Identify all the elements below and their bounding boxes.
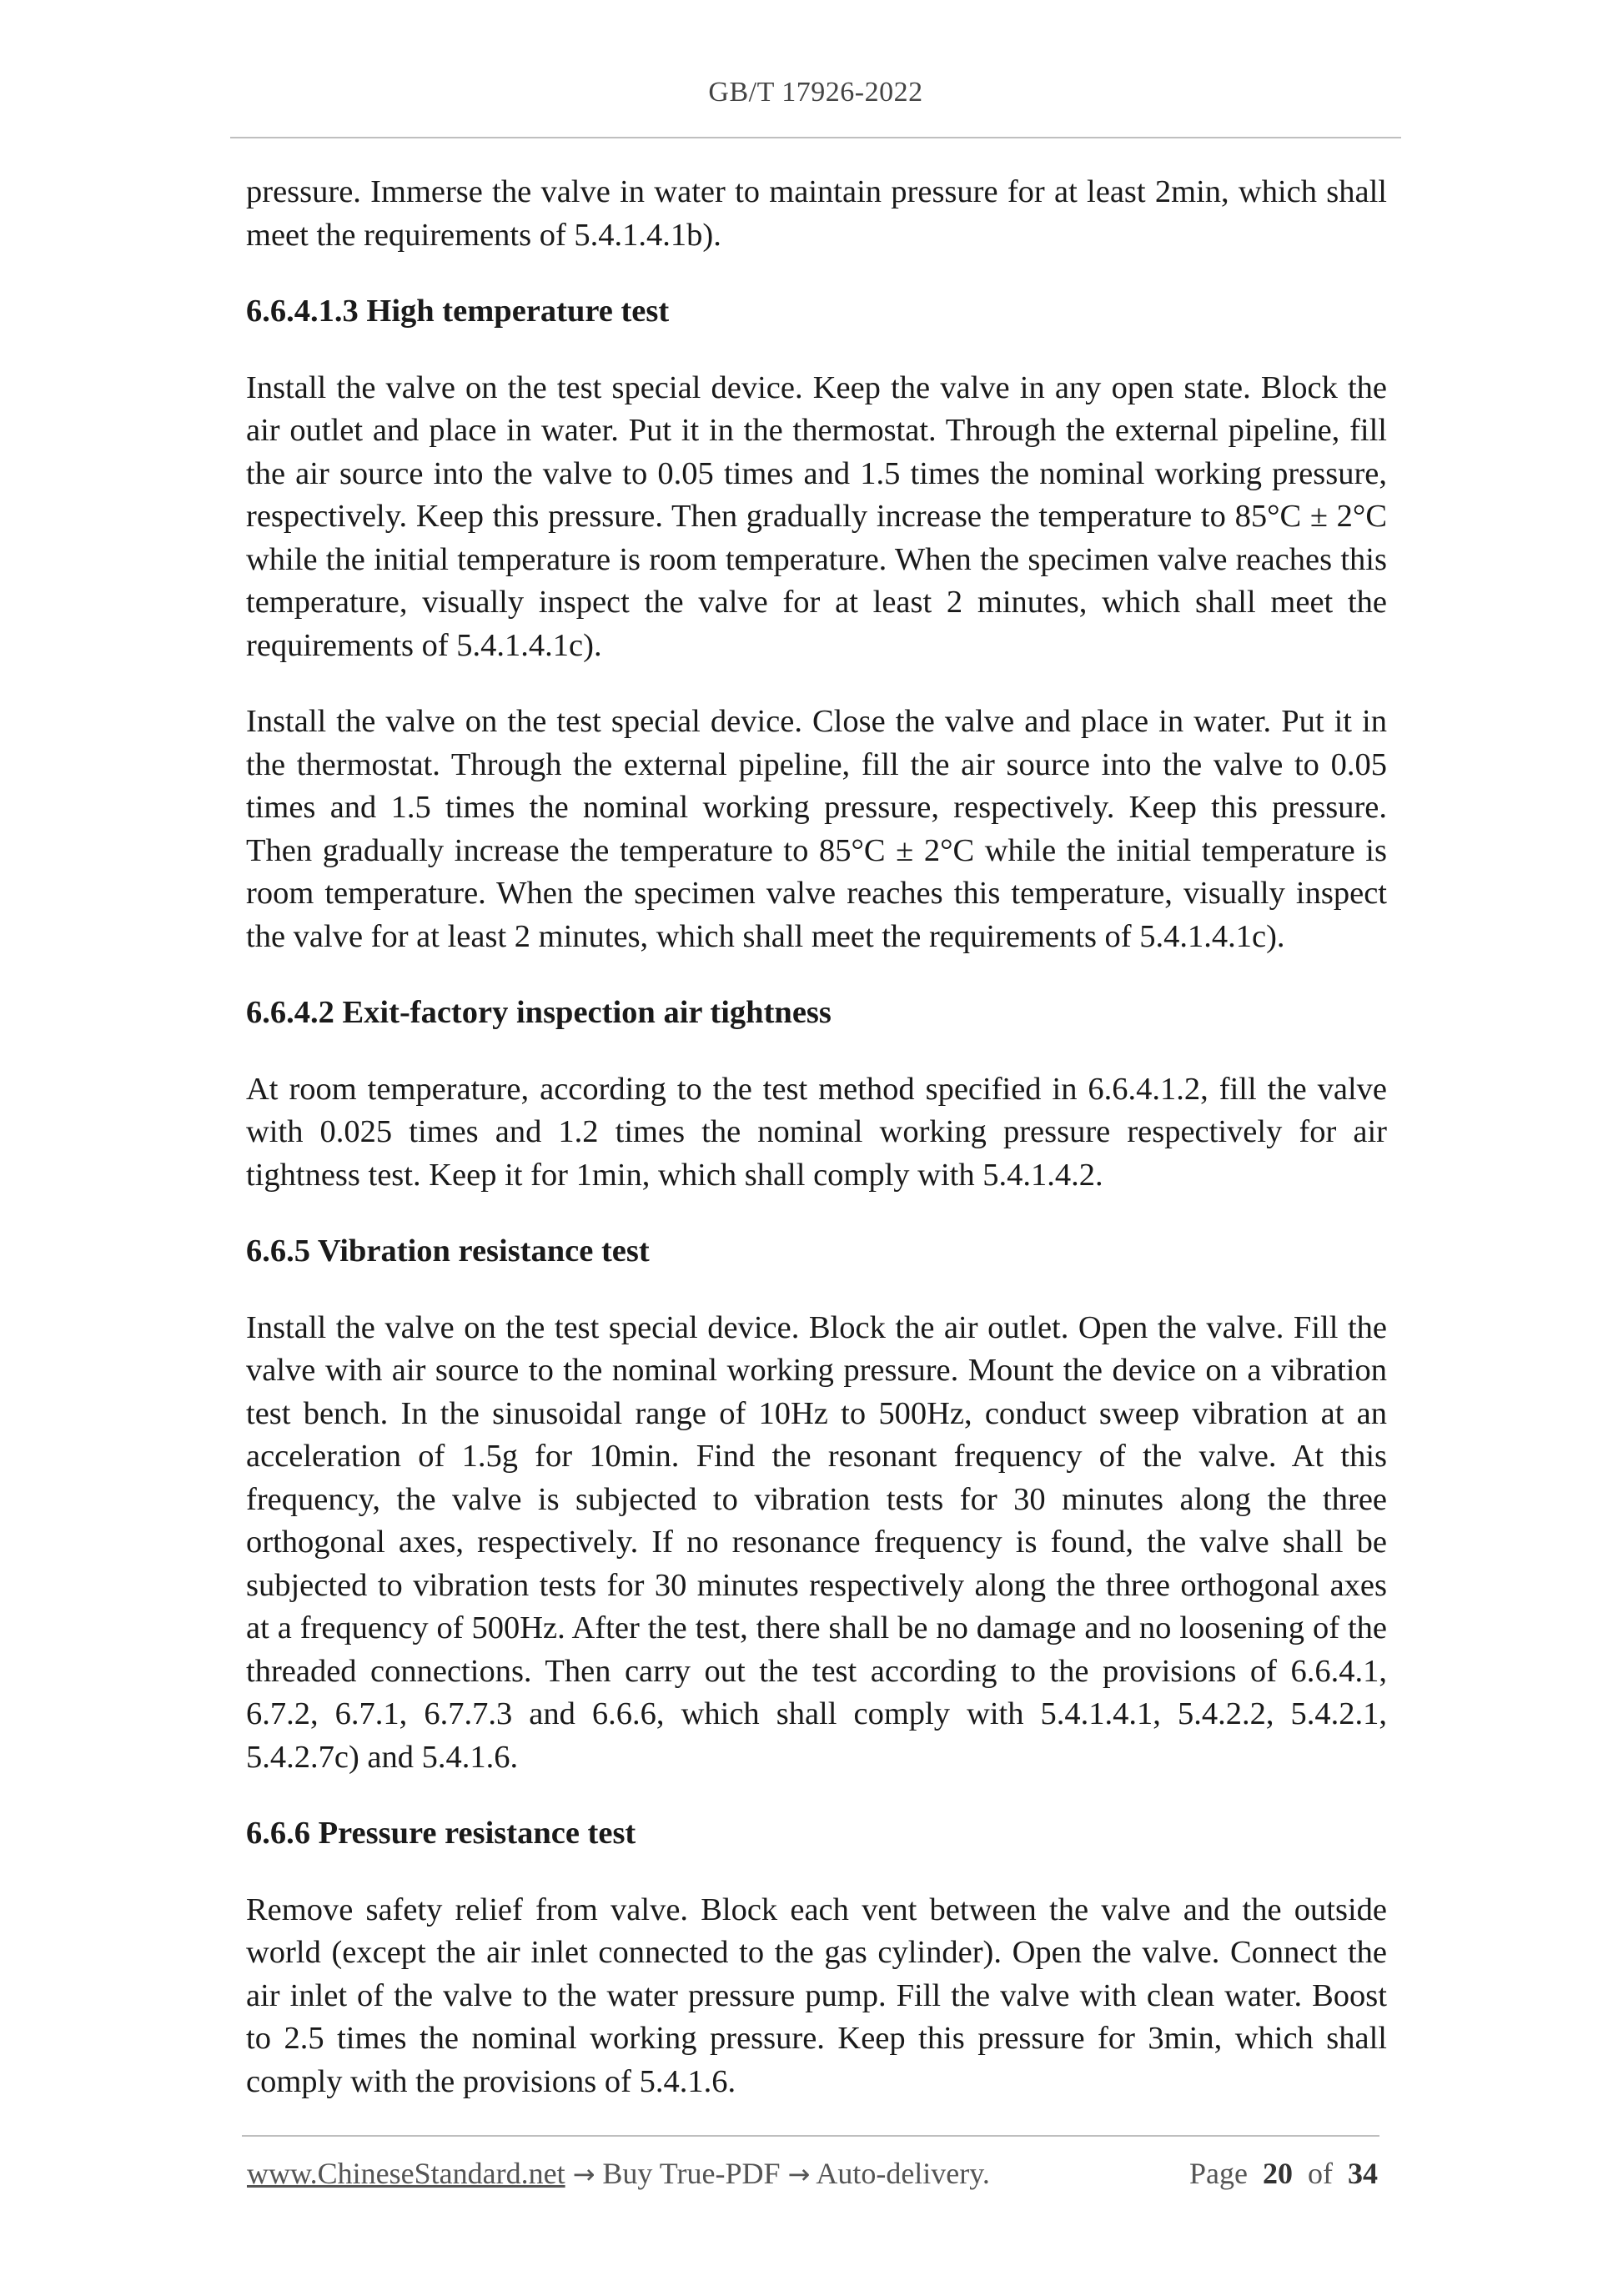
- right-arrow-icon: →: [572, 2158, 595, 2190]
- footer-divider: [242, 2135, 1379, 2137]
- document-id-header: GB/T 17926-2022: [708, 77, 923, 108]
- paragraph-pressure-resistance: Remove safety relief from valve. Block each vent between the valve and the outside world (except the air inlet connected to the gas cylinder). Open the valve. Connect the air inlet of the valve to the water pressure pump. Fill the valve with clean water. Boost to 2.5 times the nominal working pressure. Keep this pressure for 3min, which shall comply with the provisions of 5.4.1.6.: [246, 1892, 1387, 2099]
- paragraph-high-temp-closed-state: Install the valve on the test special device. Close the valve and place in water. Put it in the thermostat. Through the external pipeline, fill the air source into the valve to 0.05 times and 1.5 times the nominal working pressure, respectively. Keep this pressure. Then gradually increase the temperature to 85°C ± 2°C while the initial temperature is room temperature. When the specimen valve reaches this temperature, visually inspect the valve for at least 2 minutes, which shall meet the requirements of 5.4.1.4.1c).: [246, 704, 1387, 954]
- of-label: of: [1308, 2157, 1333, 2190]
- page-label: Page: [1189, 2157, 1248, 2190]
- buy-true-pdf-text: Buy True-PDF: [602, 2157, 781, 2190]
- auto-delivery-text: Auto-delivery.: [816, 2157, 990, 2190]
- paragraph-air-tightness: At room temperature, according to the test method specified in 6.6.4.1.2, fill the valve with 0.025 times and 1.2 times the nominal working pressure respectively for air tightness test. Keep it for 1min, which shall comply with 5.4.1.4.2.: [246, 1071, 1387, 1193]
- paragraph-immersion-continuation: pressure. Immerse the valve in water to maintain pressure for at least 2min, which shall meet the requirements of 5.4.1.4.1b).: [246, 174, 1387, 253]
- header-divider: [230, 137, 1401, 138]
- site-link[interactable]: www.ChineseStandard.net: [247, 2157, 565, 2190]
- document-body: [246, 171, 1387, 2137]
- current-page-number: 20: [1263, 2157, 1293, 2190]
- section-heading-pressure-resistance-test: 6.6.6 Pressure resistance test: [246, 1816, 636, 1851]
- page-indicator: [1189, 2156, 1378, 2191]
- total-pages-number: 34: [1348, 2157, 1378, 2190]
- section-heading-vibration-resistance-test: 6.6.5 Vibration resistance test: [246, 1233, 650, 1269]
- right-arrow-icon: →: [787, 2158, 811, 2190]
- footer-promo: [247, 2156, 990, 2191]
- section-heading-high-temperature-test: 6.6.4.1.3 High temperature test: [246, 294, 670, 329]
- section-heading-exit-factory-air-tightness: 6.6.4.2 Exit-factory inspection air tightness: [246, 995, 832, 1030]
- paragraph-high-temp-open-state: Install the valve on the test special device. Keep the valve in any open state. Block the air outlet and place in water. Put it in the thermostat. Through the external pipeline, fill the air source into the valve to 0.05 times and 1.5 times the nominal working pressure, respectively. Keep this pressure. Then gradually increase the temperature to 85°C ± 2°C while the initial temperature is room temperature. When the specimen valve reaches this temperature, visually inspect the valve for at least 2 minutes, which shall meet the requirements of 5.4.1.4.1c).: [246, 369, 1387, 663]
- paragraph-vibration-resistance: Install the valve on the test special device. Block the air outlet. Open the valve. Fill the valve with air source to the nominal working pressure. Mount the device on a vibration test bench. In the sinusoidal range of 10Hz to 500Hz, conduct sweep vibration at an acceleration of 1.5g for 10min. Find the resonant frequency of the valve. At this frequency, the valve is subjected to vibration tests for 30 minutes along the three orthogonal axes, respectively. If no resonance frequency is found, the valve shall be subjected to vibration tests for 30 minutes respectively along the three orthogonal axes at a frequency of 500Hz. After the test, there shall be no damage and no loosening of the threaded connections. Then carry out the test according to the provisions of 6.6.4.1, 6.7.2, 6.7.1, 6.7.7.3 and 6.6.6, which shall comply with 5.4.1.4.1, 5.4.2.2, 5.4.2.1, 5.4.2.7c) and 5.4.1.6.: [246, 1309, 1387, 1775]
